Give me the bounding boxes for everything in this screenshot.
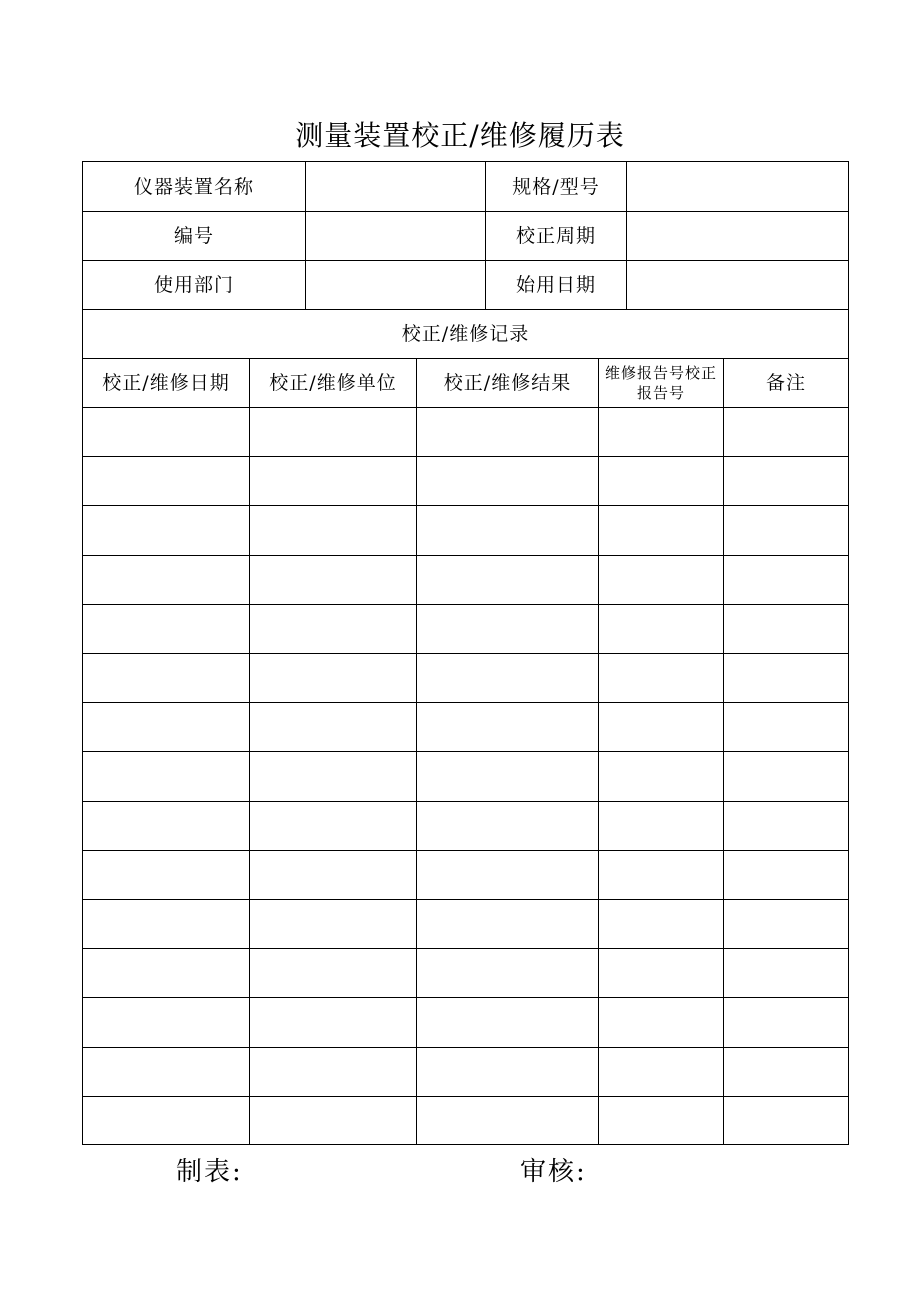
label-calibration-cycle: 校正周期 [515,225,596,247]
field-calibration-cycle[interactable] [627,212,848,260]
record-cell[interactable] [724,1048,847,1096]
record-cell[interactable] [250,506,416,554]
record-cell[interactable] [599,408,723,456]
record-cell[interactable] [83,654,249,702]
record-cell[interactable] [599,605,723,653]
grid-line [83,358,848,359]
record-cell[interactable] [724,605,847,653]
record-cell[interactable] [250,949,416,997]
grid-line [485,162,486,309]
record-cell[interactable] [250,457,416,505]
label-start-date: 始用日期 [515,274,596,296]
record-cell[interactable] [83,703,249,751]
record-cell[interactable] [250,556,416,604]
record-cell[interactable] [599,900,723,948]
grid-line [83,309,848,310]
column-header-report-number: 维修报告号校正报告号 [604,364,717,402]
record-cell[interactable] [599,556,723,604]
record-cell[interactable] [724,949,847,997]
record-cell[interactable] [724,703,847,751]
record-cell[interactable] [417,752,598,800]
record-cell[interactable] [724,998,847,1046]
record-cell[interactable] [599,998,723,1046]
record-cell[interactable] [83,605,249,653]
record-cell[interactable] [417,998,598,1046]
record-cell[interactable] [724,408,847,456]
record-cell[interactable] [599,802,723,850]
record-cell[interactable] [417,605,598,653]
record-cell[interactable] [250,1048,416,1096]
record-cell[interactable] [250,654,416,702]
record-cell[interactable] [83,506,249,554]
review-label: 审核: [520,1157,587,1187]
grid-line [626,162,627,309]
record-cell[interactable] [599,1048,723,1096]
label-serial-number: 编号 [173,225,214,247]
record-cell[interactable] [83,1097,249,1145]
record-cell[interactable] [417,703,598,751]
record-cell[interactable] [724,556,847,604]
record-cell[interactable] [599,851,723,899]
field-serial-number[interactable] [306,212,485,260]
record-cell[interactable] [417,1048,598,1096]
record-cell[interactable] [599,949,723,997]
record-cell[interactable] [417,900,598,948]
record-cell[interactable] [250,851,416,899]
record-cell[interactable] [417,506,598,554]
column-header-remarks: 备注 [765,372,806,394]
record-cell[interactable] [83,851,249,899]
record-cell[interactable] [250,408,416,456]
column-header-date: 校正/维修日期 [102,372,230,394]
record-cell[interactable] [250,1097,416,1145]
form-title: 测量装置校正/维修履历表 [295,119,625,152]
record-cell[interactable] [83,949,249,997]
record-cell[interactable] [83,556,249,604]
field-start-date[interactable] [627,261,848,309]
label-instrument-name: 仪器装置名称 [133,175,254,198]
field-spec-model[interactable] [627,162,848,211]
record-cell[interactable] [83,457,249,505]
record-section-title: 校正/维修记录 [401,323,530,345]
record-cell[interactable] [599,703,723,751]
record-cell[interactable] [83,998,249,1046]
grid-line [83,211,848,212]
record-cell[interactable] [724,654,847,702]
record-cell[interactable] [83,1048,249,1096]
record-cell[interactable] [83,802,249,850]
label-spec-model: 规格/型号 [512,175,600,198]
record-cell[interactable] [417,851,598,899]
record-cell[interactable] [417,949,598,997]
record-cell[interactable] [250,703,416,751]
record-cell[interactable] [724,506,847,554]
record-cell[interactable] [417,1097,598,1145]
record-cell[interactable] [599,457,723,505]
record-cell[interactable] [250,752,416,800]
record-cell[interactable] [250,998,416,1046]
record-cell[interactable] [724,802,847,850]
record-cell[interactable] [250,900,416,948]
record-cell[interactable] [724,1097,847,1145]
record-cell[interactable] [599,654,723,702]
record-cell[interactable] [599,752,723,800]
record-cell[interactable] [83,900,249,948]
record-cell[interactable] [250,605,416,653]
grid-line [305,162,306,309]
label-department: 使用部门 [153,274,234,296]
record-cell[interactable] [417,654,598,702]
field-instrument-name[interactable] [306,162,485,211]
record-cell[interactable] [724,457,847,505]
record-cell[interactable] [417,457,598,505]
column-header-result: 校正/维修结果 [443,372,572,394]
field-department[interactable] [306,261,485,309]
record-cell[interactable] [83,408,249,456]
record-cell[interactable] [599,1097,723,1145]
made-by-label: 制表: [176,1157,243,1187]
record-cell[interactable] [417,802,598,850]
column-header-unit: 校正/维修单位 [269,372,397,394]
record-cell[interactable] [724,900,847,948]
record-cell[interactable] [250,802,416,850]
record-cell[interactable] [417,556,598,604]
record-cell[interactable] [83,752,249,800]
record-cell[interactable] [724,851,847,899]
record-cell[interactable] [417,408,598,456]
grid-line [83,260,848,261]
record-cell[interactable] [599,506,723,554]
form-table [82,161,849,1145]
record-cell[interactable] [724,752,847,800]
